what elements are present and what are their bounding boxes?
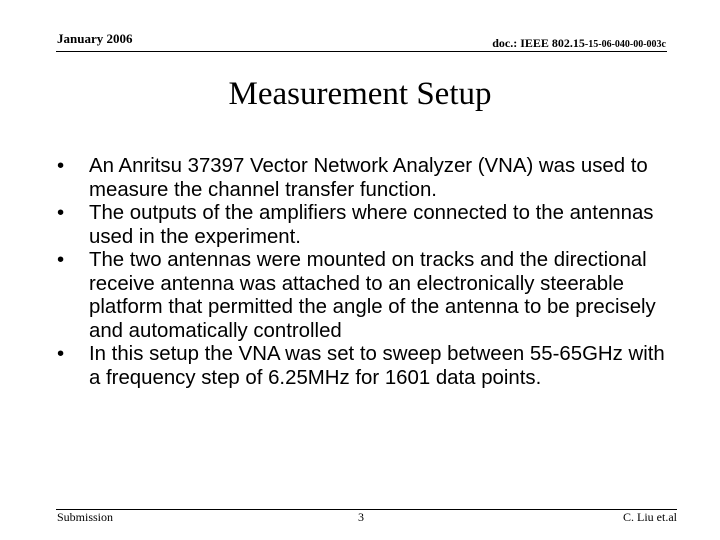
bullet-item: [57, 249, 667, 343]
bullet-text: The two antennas were mounted on tracks and the directional receive antenna was attached to an electronically steerable platform that permitted the angle of the antenna to be precisely and automatically controlled: [89, 249, 656, 342]
bullet-text: The outputs of the amplifiers where connected to the antennas used in the experiment.: [89, 202, 654, 248]
bullet-text: An Anritsu 37397 Vector Network Analyzer (VNA) was used to measure the channel transfer function.: [89, 155, 648, 201]
slide-title: Measurement Setup: [228, 76, 492, 112]
bullet-item: [57, 155, 667, 202]
header-date: January 2006: [57, 31, 133, 46]
page-number: 3: [358, 510, 364, 524]
bullet-marker: •: [57, 249, 65, 271]
header-doc-prefix: doc.: IEEE 802.15: [492, 36, 585, 50]
header-doc-suffix: -15-06-040-00-003c: [584, 39, 666, 50]
bullet-marker: •: [57, 202, 65, 224]
footer-submission: Submission: [57, 510, 114, 524]
header-divider: [56, 51, 667, 52]
footer-divider: [56, 509, 677, 510]
bullet-item: [57, 343, 667, 390]
bullet-text: In this setup the VNA was set to sweep between 55-65GHz with a frequency step of 6.25MHz for 1601 data points.: [89, 343, 665, 389]
bullet-item: [57, 202, 667, 249]
bullet-marker: •: [57, 155, 65, 177]
footer-authors: C. Liu et.al: [623, 510, 677, 524]
header-doc-id: [492, 36, 666, 51]
bullet-list: [57, 155, 667, 390]
bullet-marker: •: [57, 343, 65, 365]
